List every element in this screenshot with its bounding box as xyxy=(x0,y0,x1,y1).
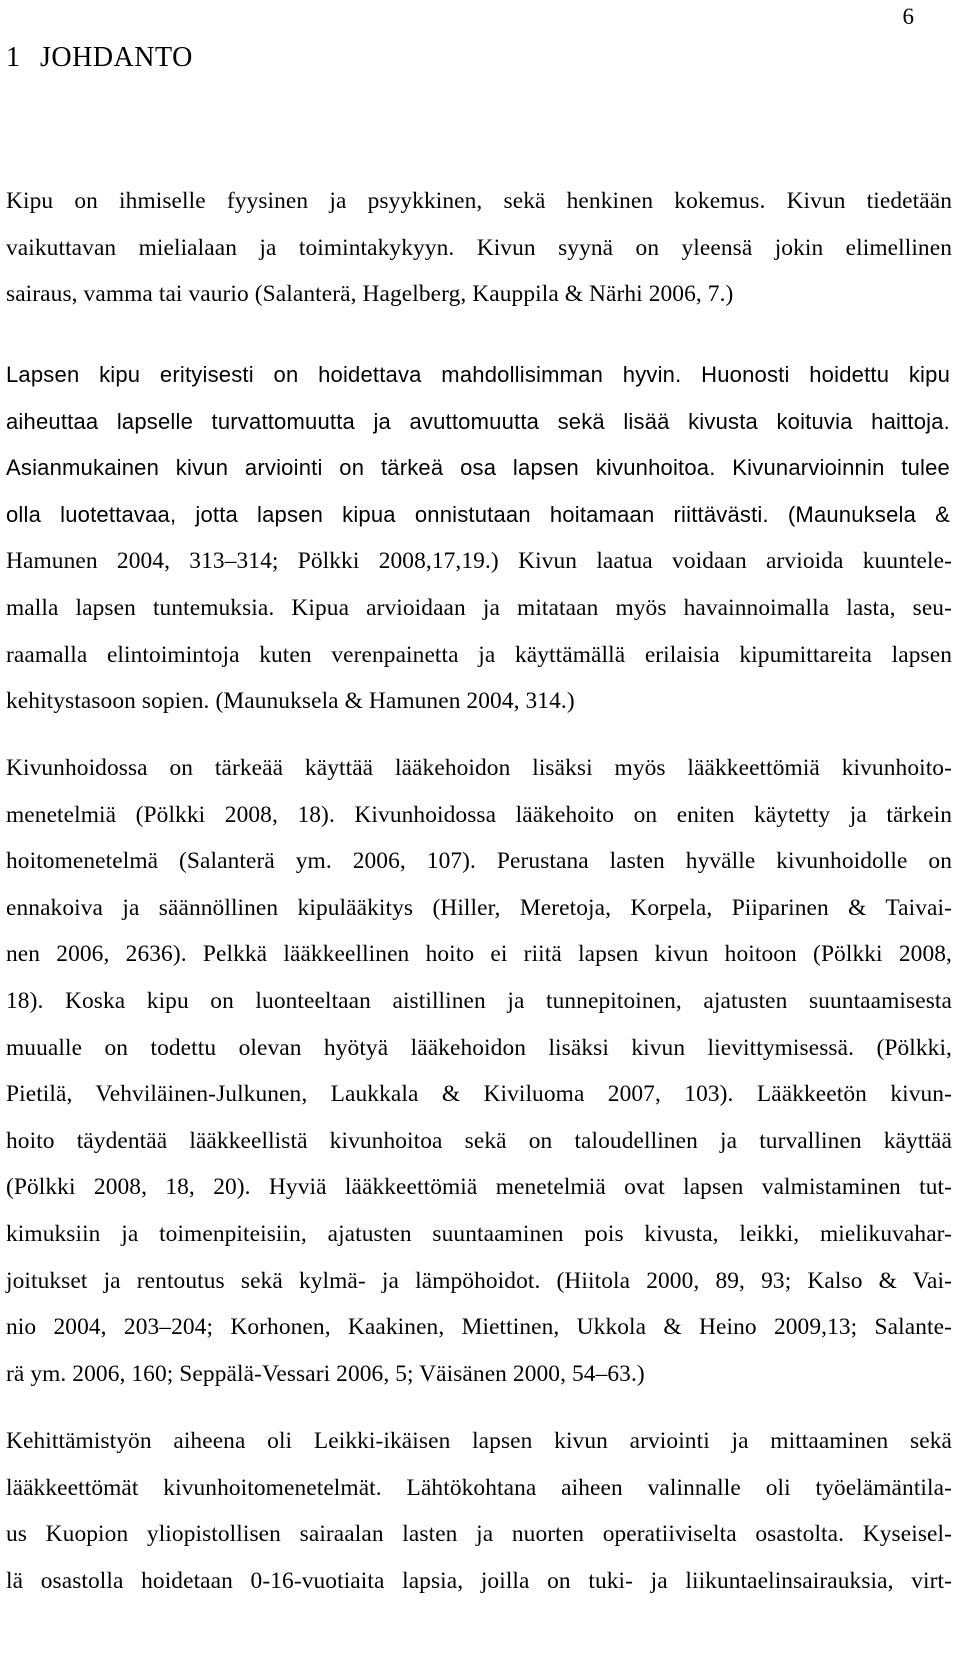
text-line: ennakoiva ja säännöllinen kipulääkitys (Hiller, Meretoja, Korpela, Piiparinen & Taivai- xyxy=(6,894,952,921)
chapter-number: 1 xyxy=(6,42,21,73)
text-line: kimuksiin ja toimenpiteisiin, ajatusten suuntaaminen pois kivusta, leikki, mielikuvahar- xyxy=(6,1220,952,1247)
page-number: 6 xyxy=(902,4,914,29)
text-line: malla lapsen tuntemuksia. Kipua arvioidaan ja mitataan myös havainnoimalla lasta, seu- xyxy=(6,594,952,621)
paragraph-child-pain xyxy=(6,352,952,725)
text-line: nen 2006, 2636). Pelkkä lääkkeellinen hoito ei riitä lapsen kivun hoitoon (Pölkki 2008, xyxy=(6,941,952,968)
text-line: muualle on todettu olevan hyötyä lääkehoidon lisäksi kivun lievittymisessä. (Pölkki, xyxy=(6,1034,952,1061)
paragraph-development-work xyxy=(6,1418,952,1604)
text-line: vaikuttavan mielialaan ja toimintakykyyn. Kivun syynä on yleensä jokin elimellinen xyxy=(6,234,952,261)
text-line: Asianmukainen kivun arviointi on tärkeä osa lapsen kivunhoitoa. Kivunarvioinnin tulee xyxy=(6,455,950,481)
text-line: hoito täydentää lääkkeellistä kivunhoitoa sekä on taloudellinen ja turvallinen käyttää xyxy=(6,1127,952,1154)
chapter-title: JOHDANTO xyxy=(40,42,193,73)
paragraph-pain-treatment xyxy=(6,745,952,1397)
text-line: olla luotettavaa, jotta lapsen kipua onnistutaan hoitamaan riittävästi. (Maunuksela & xyxy=(6,501,950,527)
text-line: us Kuopion yliopistollisen sairaalan lasten ja nuorten operatiiviselta osastolta. Kyseisel- xyxy=(6,1521,952,1548)
text-line: lääkkeettömät kivunhoitomenetelmät. Lähtökohtana aiheen valinnalle oli työelämäntila- xyxy=(6,1474,952,1501)
text-line: (Pölkki 2008, 18, 20). Hyviä lääkkeettömiä menetelmiä ovat lapsen valmistaminen tut- xyxy=(6,1174,952,1201)
text-line: sairaus, vamma tai vaurio (Salanterä, Hagelberg, Kauppila & Närhi 2006, 7.) xyxy=(6,281,734,308)
text-line: Hamunen 2004, 313–314; Pölkki 2008,17,19.) Kivun laatua voidaan arvioida kuuntele- xyxy=(6,548,952,575)
text-line: hoitomenetelmä (Salanterä ym. 2006, 107). Perustana lasten hyvälle kivunhoidolle on xyxy=(6,848,952,875)
text-line: lä osastolla hoidetaan 0-16-vuotiaita lapsia, joilla on tuki- ja liikuntaelinsairauksia, virt- xyxy=(6,1567,952,1594)
text-line: Kivunhoidossa on tärkeää käyttää lääkehoidon lisäksi myös lääkkeettömiä kivunhoito- xyxy=(6,755,952,781)
paragraph-intro xyxy=(6,178,952,318)
text-line: Pietilä, Vehviläinen-Julkunen, Laukkala & Kiviluoma 2007, 103). Lääkkeetön kivun- xyxy=(6,1081,952,1108)
text-line: kehitystasoon sopien. (Maunuksela & Hamunen 2004, 314.) xyxy=(6,688,575,715)
text-line: Kipu on ihmiselle fyysinen ja psyykkinen, sekä henkinen kokemus. Kivun tiedetään xyxy=(6,188,952,214)
text-line: aiheuttaa lapselle turvattomuutta ja avuttomuutta sekä lisää kivusta koituvia haittoja. xyxy=(6,408,950,434)
text-line: rä ym. 2006, 160; Seppälä-Vessari 2006, 5; Väisänen 2000, 54–63.) xyxy=(6,1360,645,1387)
text-line: joitukset ja rentoutus sekä kylmä- ja lämpöhoidot. (Hiitola 2000, 89, 93; Kalso & Vai- xyxy=(6,1267,952,1294)
chapter-heading xyxy=(6,42,193,74)
text-line: menetelmiä (Pölkki 2008, 18). Kivunhoidossa lääkehoito on eniten käytetty ja tärkein xyxy=(6,801,952,828)
text-line: 18). Koska kipu on luonteeltaan aistillinen ja tunnepitoinen, ajatusten suuntaamisesta xyxy=(6,987,952,1014)
text-line: raamalla elintoimintoja kuten verenpainetta ja käyttämällä erilaisia kipumittareita lapsen xyxy=(6,641,952,668)
text-line: nio 2004, 203–204; Korhonen, Kaakinen, Miettinen, Ukkola & Heino 2009,13; Salante- xyxy=(6,1314,952,1341)
text-line: Lapsen kipu erityisesti on hoidettava mahdollisimman hyvin. Huonosti hoidettu kipu xyxy=(6,362,950,387)
text-line: Kehittämistyön aiheena oli Leikki-ikäisen lapsen kivun arviointi ja mittaaminen sekä xyxy=(6,1428,952,1454)
